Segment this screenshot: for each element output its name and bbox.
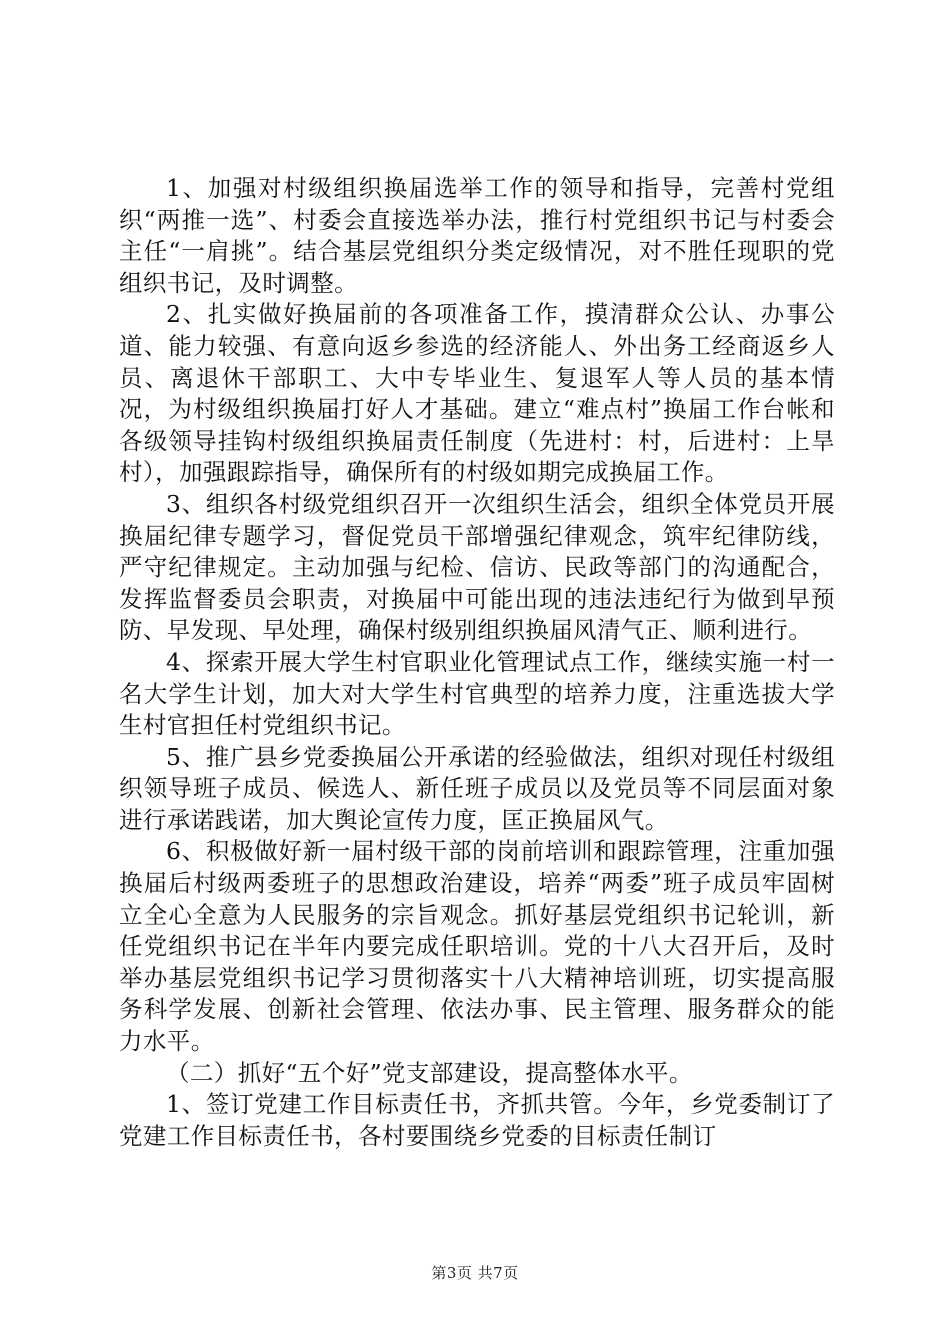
paragraph-4: 4、探索开展大学生村官职业化管理试点工作，继续实施一村一名大学生计划，加大对大学生村官典型的培养力度，注重选拔大学生村官担任村党组织书记。 — [119, 647, 835, 740]
page-footer: 第3页 共7页 — [431, 1264, 519, 1282]
paragraph-1: 1、加强对村级组织换届选举工作的领导和指导，完善村党组织“两推一选”、村委会直接选举办法，推行村党组织书记与村委会主任“一肩挑”。结合基层党组织分类定级情况，对不胜任现职的党组织书记，及时调整。 — [119, 174, 835, 297]
section-heading-2: （二）抓好“五个好”党支部建设，提高整体水平。 — [166, 1058, 693, 1087]
paragraph-6: 6、积极做好新一届村级干部的岗前培训和跟踪管理，注重加强换届后村级两委班子的思想政治建设，培养“两委”班子成员牢固树立全心全意为人民服务的宗旨观念。抓好基层党组织书记轮训，新任党组织书记在半年内要完成任职培训。党的十八大召开后，及时举办基层党组织书记学习贯彻落实十八大精神培训班，切实提高服务科学发展、创新社会管理、依法办事、民主管理、服务群众的能力水平。 — [119, 837, 835, 1056]
paragraph-3: 3、组织各村级党组织召开一次组织生活会，组织全体党员开展换届纪律专题学习，督促党员干部增强纪律观念，筑牢纪律防线，严守纪律规定。主动加强与纪检、信访、民政等部门的沟通配合，发挥监督委员会职责，对换届中可能出现的违法违纪行为做到早预防、早发现、早处理，确保村级别组织换届风清气正、顺利进行。 — [119, 489, 835, 645]
paragraph-2: 2、扎实做好换届前的各项准备工作，摸清群众公认、办事公道、能力较强、有意向返乡参选的经济能人、外出务工经商返乡人员、离退休干部职工、大中专毕业生、复退军人等人员的基本情况，为村级组织换届打好人才基础。建立“难点村”换届工作台帐和各级领导挂钩村级组织换届责任制度（先进村：村，后进村：上旱村），加强跟踪指导，确保所有的村级如期完成换届工作。 — [119, 300, 835, 487]
paragraph-5: 5、推广县乡党委换届公开承诺的经验做法，组织对现任村级组织领导班子成员、候选人、新任班子成员以及党员等不同层面对象进行承诺践诺，加大舆论宣传力度，匡正换届风气。 — [119, 742, 835, 834]
document-body — [119, 173, 835, 1152]
paragraph-7: 1、签订党建工作目标责任书，齐抓共管。今年，乡党委制订了党建工作目标责任书，各村要围绕乡党委的目标责任制订 — [119, 1090, 835, 1150]
